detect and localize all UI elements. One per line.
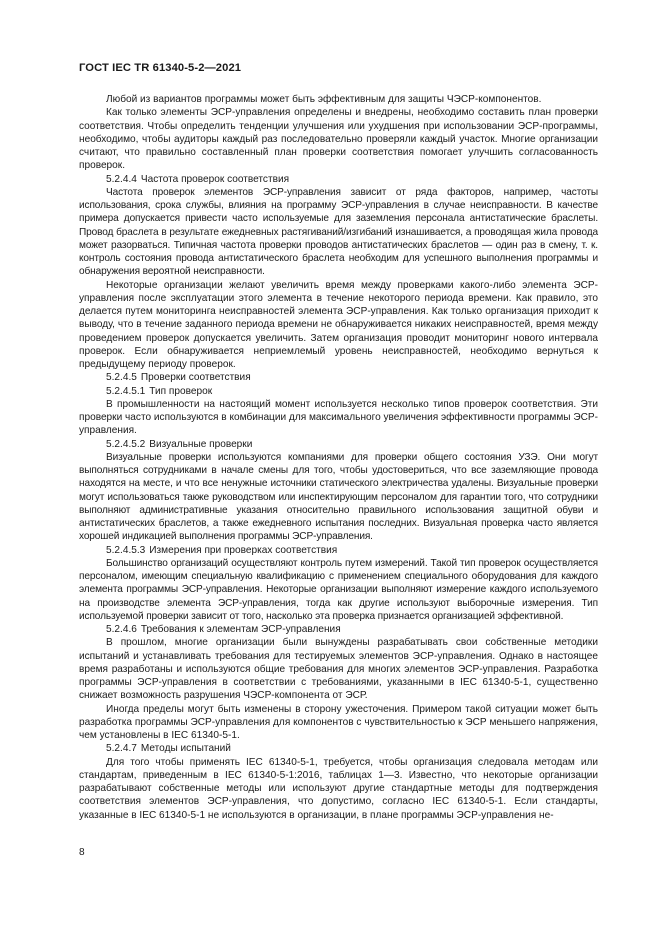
page-number: 8 xyxy=(79,847,85,858)
paragraph: Большинство организаций осуществляют контроль путем измерений. Такой тип проверок осуществляется персоналом, имеющим специальную квалификацию с применением специального оборудования для каждого элемента программы ЭСР-управления. Некоторые организации выполняют измерение каждого используемого на производстве элемента ЭСР-управления, тогда как другие используют выборочные измерения. Тип используемой проверки зависит от того, насколько эта проверка признается организацией эффективной. xyxy=(79,557,598,622)
section-heading xyxy=(79,371,598,384)
section-heading xyxy=(79,438,598,451)
section-title: Тип проверок xyxy=(149,385,213,397)
section-title: Визуальные проверки xyxy=(149,438,253,450)
section-heading xyxy=(79,623,598,636)
section-title: Измерения при проверках соответствия xyxy=(149,544,338,556)
section-number: 5.2.4.5.3 xyxy=(106,544,146,556)
paragraph: Некоторые организации желают увеличить время между проверками какого-либо элемента ЭСР-управления после эксплуатации этого элемента в течение некоторого периода времени. Как правило, это делается путем мониторинга неисправностей элемента ЭСР-управления. Как только организация приходит к выводу, что в течение заданного периода времени не обнаруживается никаких неисправностей, время между проведением проверок допускается увеличить. Затем организация проводит мониторинг нового интервала проверок. Если обнаруживается неприемлемый уровень неисправностей, необходимо вернуться к предыдущему периоду проверок. xyxy=(79,279,598,370)
paragraph: Для того чтобы применять IEC 61340-5-1, требуется, чтобы организация следовала методам или стандартам, приведенным в IEC 61340-5-1:2016, таблицах 1—3. Известно, что некоторые организации разрабатывают собственные методы или используют другие стандартные методы для подтверждения соответствия элементов ЭСР-управления, что допустимо, согласно IEC 61340-5-1. Если стандарты, указанные в IEC 61340-5-1 не используются в организации, в плане программы ЭСР-управления не- xyxy=(79,756,598,821)
paragraph: В прошлом, многие организации были вынуждены разрабатывать свои собственные методики испытаний и устанавливать требования для тестируемых элементов ЭСР-управления. Однако в настоящее время разработаны и используются общие требования для многих элементов ЭСР-управления. Разработка программы ЭСР-управления в соответствии с требованиями, указанными в IEC 61340-5-1, существенно снижает возможность разрушения ЧЭСР-компонента от ЭСР. xyxy=(79,637,598,702)
section-title: Требования к элементам ЭСР-управления xyxy=(140,624,341,635)
paragraph: В промышленности на настоящий момент используется несколько типов проверок соответствия. Эти проверки часто используются в комбинации для максимального увеличения эффективности программы ЭСР-управления. xyxy=(79,398,598,437)
section-heading xyxy=(79,173,598,186)
section-title: Проверки соответствия xyxy=(140,372,251,384)
paragraph: Иногда пределы могут быть изменены в сторону ужесточения. Примером такой ситуации может быть разработка программы ЭСР-управления для компонентов с чувствительностью к ЭСР меньшего напряжения, чем установлены в IEC 61340-5-1. xyxy=(79,703,598,741)
document-header: ГОСТ IEC TR 61340-5-2—2021 xyxy=(79,62,242,74)
section-title: Частота проверок соответствия xyxy=(140,173,290,185)
document-body xyxy=(79,93,598,822)
paragraph: Визуальные проверки используются компаниями для проверки общего состояния УЗЭ. Они могут выполняться сотрудниками в начале смены для того, чтобы удостовериться, что все заземляющие провода находятся на месте, и что все ненужные источники статического электричества удалены. Визуальные проверки могут использоваться также руководством или инспектирующим персоналом для гарантии того, что сотрудники выполняют административные указания относительно правильного использования защитной обуви и антистатических браслетов, а также ежедневного испытания последних. Визуальная проверка часто является хорошей индикацией выполнения программы ЭСР-управления. xyxy=(79,451,598,543)
section-number: 5.2.4.5 xyxy=(106,372,137,384)
paragraph: Как только элементы ЭСР-управления определены и внедрены, необходимо составить план проверки соответствия. Чтобы определить тенденции улучшения или ухудшения при использовании ЭСР-программы, необходимо, чтобы аудиторы каждый раз последовательно проверяли каждый участок. Многие организации считают, что правильно составленный план проверки соответствия помогает улучшить согласованность проверок. xyxy=(79,107,598,172)
section-number: 5.2.4.4 xyxy=(106,173,137,185)
section-number: 5.2.4.6 xyxy=(106,624,137,635)
paragraph: Частота проверок элементов ЭСР-управления зависит от ряда факторов, например, частоты использования, срока службы, влияния на программу ЭСР-управления в случае неисправности. В качестве примера допускается привести часто используемые для заземления персонала антистатические браслеты. Провод браслета в результате ежедневных растягиваний/изгибаний изнашивается, а проводящая жила провода может разорваться. Типичная частота проверки проводов антистатических браслетов — один раз в смену, т. к. контроль состояния провода антистатического браслета необходим для успешного выполнения программы и обнаружения вероятной неисправности. xyxy=(79,186,598,278)
section-number: 5.2.4.5.1 xyxy=(106,385,146,397)
section-number: 5.2.4.7 xyxy=(106,743,137,755)
section-heading xyxy=(79,742,598,755)
section-title: Методы испытаний xyxy=(140,743,231,755)
section-heading xyxy=(79,385,598,398)
paragraph: Любой из вариантов программы может быть эффективным для защиты ЧЭСР-компонентов. xyxy=(106,94,542,105)
section-heading xyxy=(79,544,598,557)
section-number: 5.2.4.5.2 xyxy=(106,438,146,450)
